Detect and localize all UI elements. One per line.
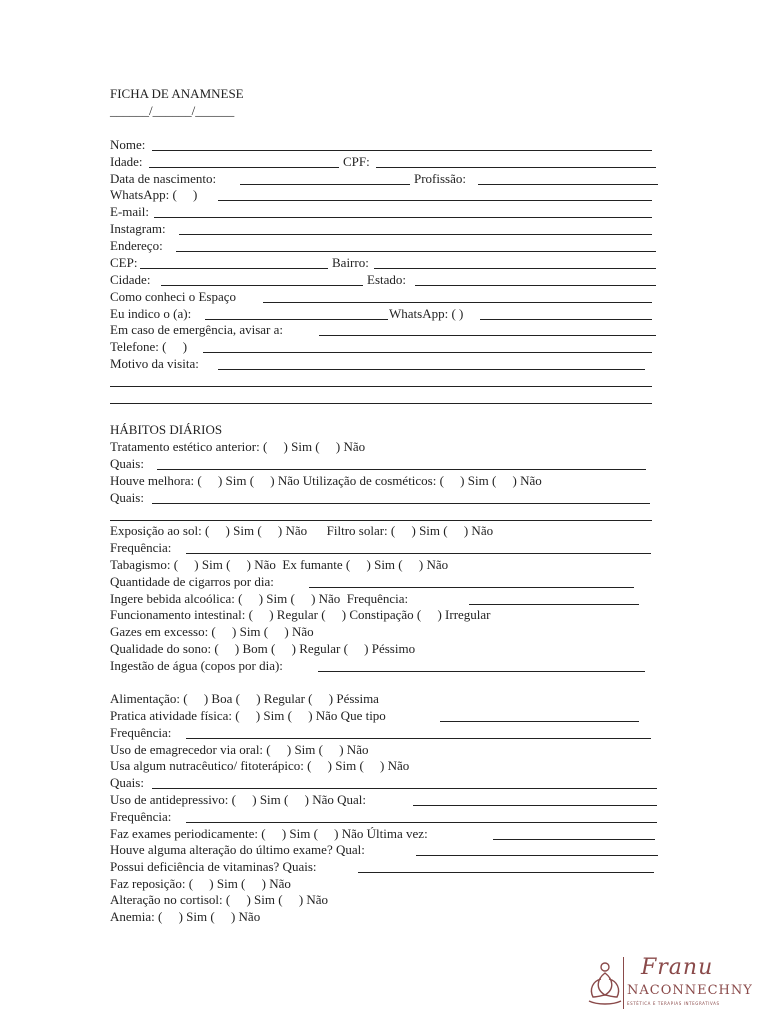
vitaminas-field[interactable] <box>358 872 654 873</box>
atividade-frequencia-label: Frequência: <box>110 725 172 740</box>
email-label: E-mail: <box>110 204 149 219</box>
whatsapp-field[interactable] <box>218 200 652 201</box>
atividade-frequencia-field[interactable] <box>186 738 651 739</box>
cpf-field[interactable] <box>376 167 656 168</box>
sono-question[interactable]: Qualidade do sono: ( ) Bom ( ) Regular ( ) Péssimo <box>110 641 416 656</box>
nutraceutico-quais-field[interactable] <box>152 788 657 789</box>
tratamento-quais-label: Quais: <box>110 456 144 471</box>
atividade-fisica-question[interactable]: Pratica atividade física: ( ) Sim ( ) Não Que tipo <box>110 708 386 723</box>
reposicao-question[interactable]: Faz reposição: ( ) Sim ( ) Não <box>110 876 291 891</box>
cosmeticos-quais-field[interactable] <box>152 503 650 504</box>
tratamento-quais-field[interactable] <box>157 469 646 470</box>
nutraceutico-quais-label: Quais: <box>110 775 144 790</box>
profissao-field[interactable] <box>478 184 658 185</box>
estado-label: Estado: <box>367 272 406 287</box>
nutraceutico-question[interactable]: Usa algum nutracêutico/ fitoterápico: ( ) Sim ( ) Não <box>110 758 410 773</box>
email-field[interactable] <box>154 217 652 218</box>
motivo-label: Motivo da visita: <box>110 356 199 371</box>
atividade-tipo-field[interactable] <box>440 721 639 722</box>
cosmeticos-blank-line[interactable] <box>110 520 652 521</box>
emergencia-field[interactable] <box>319 335 656 336</box>
alcool-question[interactable]: Ingere bebida alcoólica: ( ) Sim ( ) Não Frequência: <box>110 591 409 606</box>
nascimento-field[interactable] <box>240 184 410 185</box>
instagram-field[interactable] <box>179 234 652 235</box>
profissao-label: Profissão: <box>414 171 466 186</box>
antidepressivo-frequencia-label: Frequência: <box>110 809 172 824</box>
instagram-label: Instagram: <box>110 221 166 236</box>
idade-label: Idade: <box>110 154 143 169</box>
cigarros-field[interactable] <box>309 587 634 588</box>
telefone-label: Telefone: ( ) <box>110 339 188 354</box>
cortisol-question[interactable]: Alteração no cortisol: ( ) Sim ( ) Não <box>110 892 329 907</box>
alimentacao-question[interactable]: Alimentação: ( ) Boa ( ) Regular ( ) Péssima <box>110 691 379 706</box>
logo-script-text: Franu <box>641 955 714 980</box>
cpf-label: CPF: <box>343 154 370 169</box>
indico-whatsapp-field[interactable] <box>480 319 652 320</box>
indico-field[interactable] <box>205 319 388 320</box>
logo-divider <box>623 957 624 1009</box>
melhora-cosmeticos-question[interactable]: Houve melhora: ( ) Sim ( ) Não Utilização de cosméticos: ( ) Sim ( ) Não <box>110 473 542 488</box>
indico-label: Eu indico o (a): <box>110 306 192 321</box>
anemia-question[interactable]: Anemia: ( ) Sim ( ) Não <box>110 909 261 924</box>
alteracao-exame-field[interactable] <box>416 855 658 856</box>
exames-ultima-vez-field[interactable] <box>493 839 655 840</box>
estado-field[interactable] <box>415 285 656 286</box>
cidade-label: Cidade: <box>110 272 151 287</box>
gazes-question[interactable]: Gazes em excesso: ( ) Sim ( ) Não <box>110 624 314 639</box>
date-field[interactable]: ______/______/______ <box>110 103 235 118</box>
bairro-field[interactable] <box>374 268 656 269</box>
emagrecedor-question[interactable]: Uso de emagrecedor via oral: ( ) Sim ( ) Não <box>110 742 369 757</box>
habitos-title: HÁBITOS DIÁRIOS <box>110 422 223 437</box>
sol-filtro-question[interactable]: Exposição ao sol: ( ) Sim ( ) Não Filtro solar: ( ) Sim ( ) Não <box>110 523 494 538</box>
logo-tagline: ESTÉTICA E TERAPIAS INTEGRATIVAS <box>627 1001 720 1006</box>
bairro-label: Bairro: <box>332 255 369 270</box>
nome-label: Nome: <box>110 137 146 152</box>
como-conheci-field[interactable] <box>263 302 652 303</box>
tratamento-anterior-question[interactable]: Tratamento estético anterior: ( ) Sim ( ) Não <box>110 439 366 454</box>
lotus-meditation-icon <box>583 957 627 1009</box>
antidepressivo-frequencia-field[interactable] <box>186 822 657 823</box>
agua-field[interactable] <box>318 671 645 672</box>
vitaminas-label: Possui deficiência de vitaminas? Quais: <box>110 859 317 874</box>
cosmeticos-quais-label: Quais: <box>110 490 144 505</box>
exames-question[interactable]: Faz exames periodicamente: ( ) Sim ( ) Não Última vez: <box>110 826 428 841</box>
cep-field[interactable] <box>140 268 328 269</box>
nome-field[interactable] <box>152 150 652 151</box>
motivo-blank-line[interactable] <box>110 403 652 404</box>
logo-name-text: NACONNECHNY <box>627 983 753 998</box>
emergencia-label: Em caso de emergência, avisar a: <box>110 322 284 337</box>
agua-label: Ingestão de água (copos por dia): <box>110 658 283 673</box>
whatsapp-label: WhatsApp: ( ) <box>110 187 198 202</box>
endereco-field[interactable] <box>176 251 656 252</box>
endereco-label: Endereço: <box>110 238 163 253</box>
brand-logo <box>583 953 753 1013</box>
alcool-frequencia-field[interactable] <box>469 604 639 605</box>
sol-frequencia-label: Frequência: <box>110 540 172 555</box>
nascimento-label: Data de nascimento: <box>110 171 217 186</box>
intestinal-question[interactable]: Funcionamento intestinal: ( ) Regular ( ) Constipação ( ) Irregular <box>110 607 491 622</box>
telefone-field[interactable] <box>203 352 652 353</box>
motivo-blank-line[interactable] <box>110 386 652 387</box>
alteracao-exame-label: Houve alguma alteração do último exame? Qual: <box>110 842 365 857</box>
cidade-field[interactable] <box>161 285 363 286</box>
antidepressivo-qual-field[interactable] <box>413 805 657 806</box>
sol-frequencia-field[interactable] <box>186 553 651 554</box>
indico-whatsapp-label: WhatsApp: ( ) <box>389 306 464 321</box>
tabagismo-question[interactable]: Tabagismo: ( ) Sim ( ) Não Ex fumante ( ) Sim ( ) Não <box>110 557 449 572</box>
cigarros-label: Quantidade de cigarros por dia: <box>110 574 274 589</box>
antidepressivo-question[interactable]: Uso de antidepressivo: ( ) Sim ( ) Não Qual: <box>110 792 366 807</box>
cep-label: CEP: <box>110 255 138 270</box>
como-conheci-label: Como conheci o Espaço <box>110 289 236 304</box>
idade-field[interactable] <box>149 167 339 168</box>
form-title: FICHA DE ANAMNESE <box>110 86 244 101</box>
motivo-field[interactable] <box>218 369 645 370</box>
